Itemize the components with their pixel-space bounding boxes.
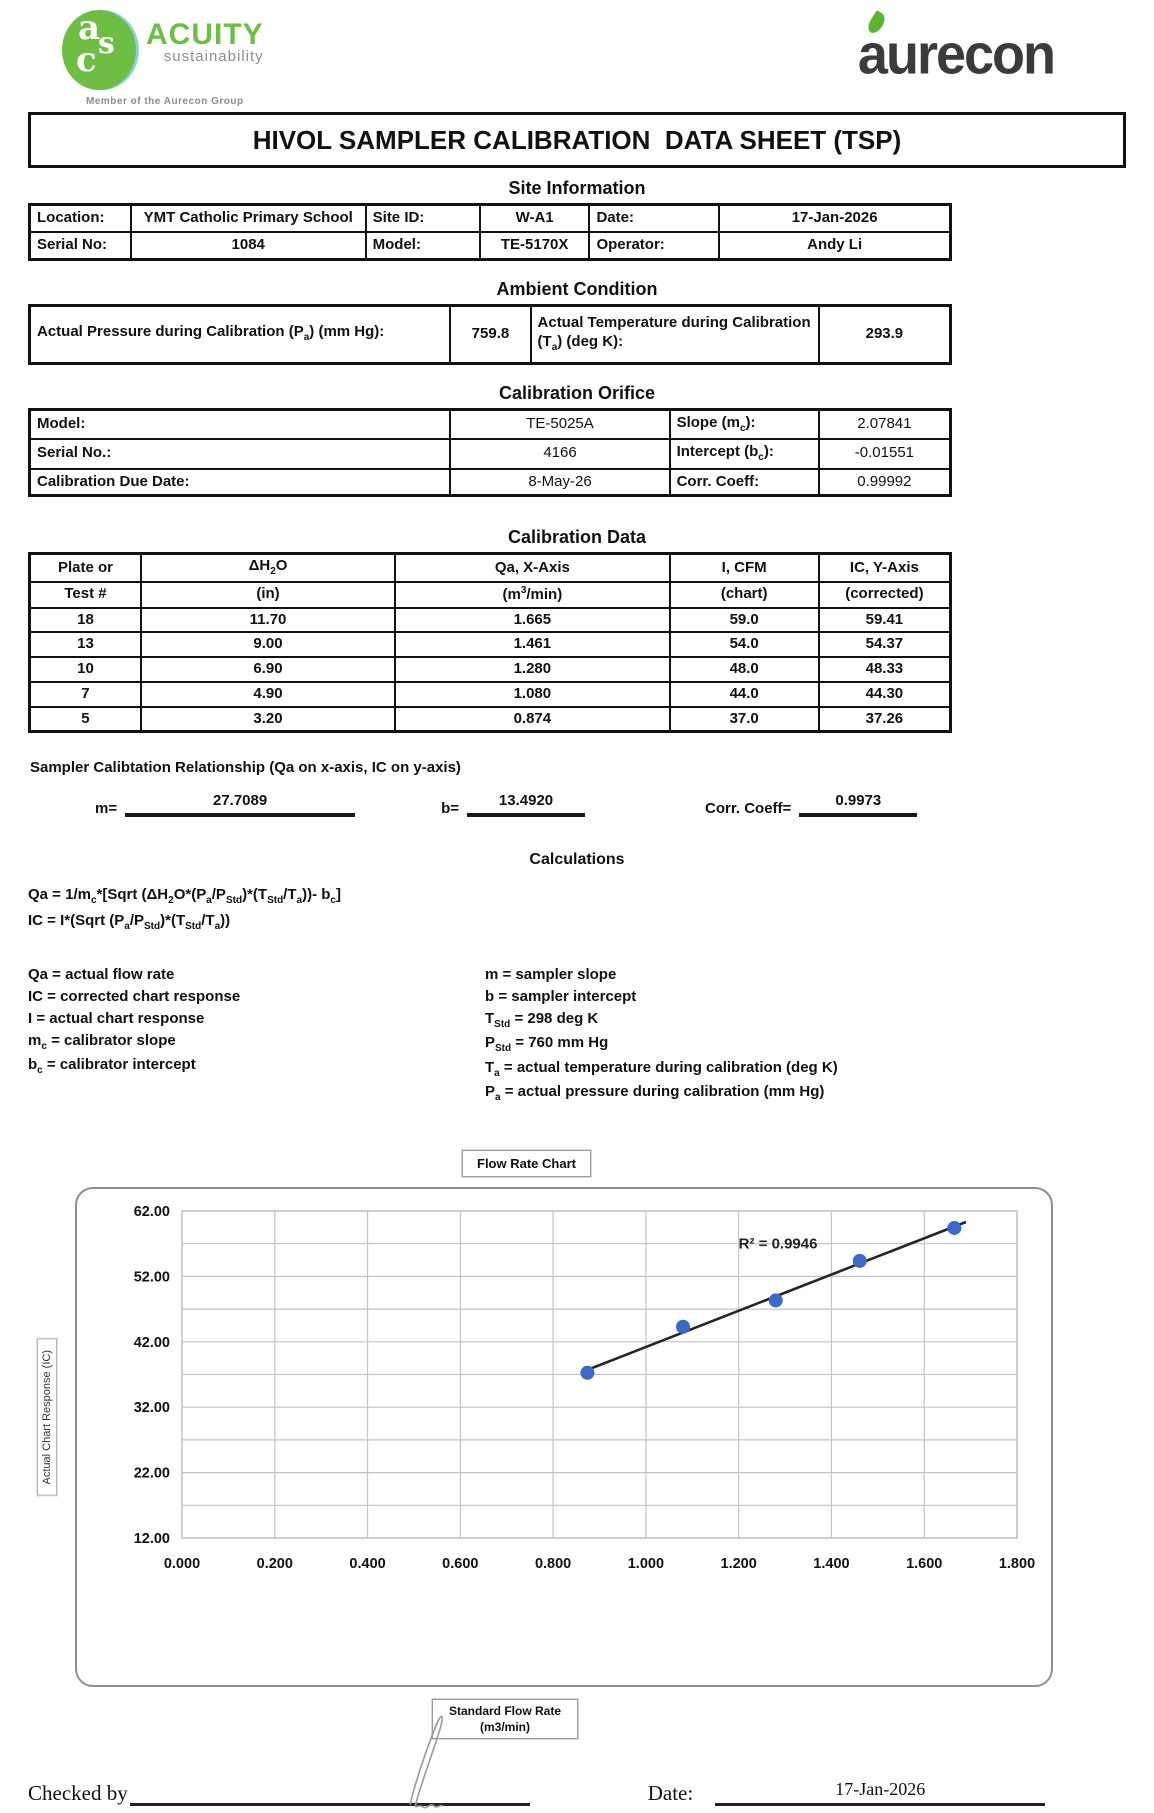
cell: 1.280	[395, 657, 669, 682]
orifice-serial-value: 4166	[450, 439, 669, 469]
definition: $T_{Std} = 298$ deg K	[485, 1009, 599, 1030]
orifice-model-value: TE-5025A	[450, 409, 669, 439]
table-row	[30, 632, 951, 657]
orifice-model-label: Model:	[30, 409, 451, 439]
cell: 0.874	[395, 707, 669, 732]
serial-no-value: 1084	[131, 232, 366, 259]
col-header: Qa, X-Axis	[395, 554, 669, 582]
definition: $P_a$ = actual pressure during calibration (mm Hg)	[485, 1083, 825, 1104]
header-row	[30, 554, 951, 582]
acuity-wordmark	[146, 10, 264, 65]
orifice-corr-coeff-value: 0.99992	[819, 469, 951, 496]
orifice-slope-value: 2.07841	[819, 409, 951, 439]
cell: 13	[30, 632, 141, 657]
footer-date-label: Date:	[647, 1781, 694, 1806]
definitions-right	[485, 964, 838, 1106]
cell: 9.00	[141, 632, 395, 657]
table-row	[30, 439, 951, 469]
svg-text:1.800: 1.800	[998, 1555, 1036, 1572]
acuity-monogram-icon: a s c	[62, 10, 136, 90]
definition: $b_c$ = calibrator intercept	[28, 1056, 196, 1076]
cell: 59.0	[670, 608, 819, 633]
cell: 59.41	[819, 608, 951, 633]
acuity-logo-top	[62, 10, 264, 90]
date-value: 17-Jan-2026	[719, 205, 950, 232]
cell: 3.20	[141, 707, 395, 732]
acuity-member-line: Member of the Aurecon Group	[86, 96, 244, 107]
definition: Qa = actual flow rate	[28, 966, 175, 984]
date-label: Date:	[589, 205, 719, 232]
table-row	[30, 409, 951, 439]
table-row	[30, 205, 951, 232]
acuity-tagline: sustainability	[163, 48, 264, 65]
col-subheader: (chart)	[670, 582, 819, 608]
svg-text:0.800: 0.800	[534, 1555, 572, 1572]
relationship-heading: Sampler Calibtation Relationship (Qa on x-axis, IC on y-axis)	[30, 759, 461, 777]
header-row	[30, 582, 951, 608]
model-value: TE-5170X	[480, 232, 590, 259]
definition: m = sampler slope	[485, 966, 617, 984]
temperature-value: 293.9	[819, 305, 951, 363]
calibration-orifice-table	[28, 408, 952, 498]
orifice-due-date-value: 8-May-26	[450, 469, 669, 496]
chart-title: Flow Rate Chart	[462, 1150, 591, 1177]
orifice-serial-label: Serial No.:	[30, 439, 451, 469]
table-row	[30, 305, 951, 363]
checked-by-label: Checked by	[28, 1781, 128, 1806]
cell: 7	[30, 682, 141, 707]
svg-text:1.600: 1.600	[906, 1555, 943, 1572]
svg-text:0.200: 0.200	[256, 1555, 293, 1572]
ambient-condition-heading: Ambient Condition	[496, 278, 658, 299]
svg-text:R² = 0.9946: R² = 0.9946	[738, 1235, 818, 1253]
svg-text:42.00: 42.00	[133, 1334, 170, 1351]
table-row	[30, 232, 951, 259]
table-row	[30, 682, 951, 707]
calibration-data-heading: Calibration Data	[507, 527, 647, 548]
site-id-value: W-A1	[480, 205, 590, 232]
col-subheader: $(m^3/\min)$	[395, 582, 669, 608]
calculations-heading: Calculations	[529, 851, 625, 869]
cell: 44.30	[819, 682, 951, 707]
cell: 6.90	[141, 657, 395, 682]
cell: 11.70	[141, 608, 395, 633]
table-row	[30, 469, 951, 496]
cell: 44.0	[670, 682, 819, 707]
acuity-logo	[62, 8, 264, 107]
location-label: Location:	[30, 205, 131, 232]
cell: 5	[30, 707, 141, 732]
footer	[28, 1779, 1126, 1806]
m-label: m=	[95, 800, 118, 818]
serial-no-label: Serial No:	[30, 232, 131, 259]
svg-text:1.400: 1.400	[813, 1555, 850, 1572]
m-value: 27.7089	[125, 792, 355, 817]
cell: 10	[30, 657, 141, 682]
definition: $P_{Std} = 760$ mm Hg	[485, 1034, 609, 1055]
site-information-heading: Site Information	[508, 178, 646, 198]
definition: b = sampler intercept	[485, 988, 637, 1005]
pressure-label: Actual Pressure during Calibration $(P_a)$ (mm Hg):	[30, 305, 451, 363]
orifice-intercept-value: -0.01551	[819, 439, 951, 469]
cell: 37.26	[819, 707, 951, 732]
site-id-label: Site ID:	[366, 205, 480, 232]
flow-rate-chart	[41, 1187, 1053, 1687]
col-header: I, CFM	[670, 554, 819, 582]
chart-x-axis-label-line1: Standard Flow Rate	[449, 1703, 562, 1718]
cell: 37.0	[670, 707, 819, 732]
signature	[370, 1713, 480, 1813]
aurecon-wordmark: aurecon	[857, 23, 1054, 87]
footer-date-value: 17-Jan-2026	[715, 1779, 1045, 1806]
site-information-table	[28, 203, 952, 261]
table-row	[30, 707, 951, 732]
definition: $m_c$ = calibrator slope	[28, 1031, 176, 1052]
b-label: b=	[441, 800, 460, 818]
cell: 1.665	[395, 608, 669, 633]
definitions	[28, 964, 1154, 1106]
svg-text:1.000: 1.000	[627, 1555, 665, 1572]
cell: 54.0	[670, 632, 819, 657]
definitions-left	[28, 964, 485, 1106]
calibration-data-table	[28, 552, 952, 733]
col-subheader: (corrected)	[819, 582, 951, 608]
acuity-name: ACUITY	[146, 18, 264, 51]
cell: 54.37	[819, 632, 951, 657]
flow-rate-chart-svg	[79, 1193, 1051, 1613]
definition: IC = corrected chart response	[28, 988, 241, 1005]
formulas	[28, 883, 1154, 934]
location-value: YMT Catholic Primary School	[131, 205, 366, 232]
cell: 48.33	[819, 657, 951, 682]
relationship-values	[95, 792, 1154, 817]
cell: 1.080	[395, 682, 669, 707]
col-header: Plate or	[30, 554, 141, 582]
cell: 4.90	[141, 682, 395, 707]
orifice-slope-label: Slope $(m_c)$:	[670, 409, 819, 439]
orifice-corr-coeff-label: Corr. Coeff:	[670, 469, 819, 496]
formula-qa: $Qa = 1/m_c*[Sqrt$ $(\Delta H_2O*(P_a/P_{Std})*(T_{Std}/T_a))-$ $b_c$]	[28, 886, 341, 907]
svg-text:0.000: 0.000	[163, 1555, 201, 1572]
definition: $T_a$ = actual temperature during calibration (deg K)	[485, 1058, 838, 1079]
svg-text:0.600: 0.600	[442, 1555, 479, 1572]
table-row	[30, 608, 951, 633]
cell: 1.461	[395, 632, 669, 657]
formula-ic: IC = I*(Sqrt $(P_a/P_{Std})*(T_{Std}/T_a)$)	[28, 911, 231, 932]
definition: I = actual chart response	[28, 1009, 205, 1027]
svg-text:22.00: 22.00	[133, 1465, 170, 1482]
temperature-label: Actual Temperature during Calibration $(T_a)$ (deg K):	[531, 305, 819, 363]
pressure-value: 759.8	[450, 305, 530, 363]
ambient-condition-table	[28, 304, 952, 365]
orifice-intercept-label: Intercept $(b_c)$:	[670, 439, 819, 469]
svg-text:62.00: 62.00	[133, 1203, 170, 1220]
page-title: HIVOL SAMPLER CALIBRATION DATA SHEET (TSP)	[28, 112, 1126, 168]
col-subheader: Test #	[30, 582, 141, 608]
svg-text:32.00: 32.00	[133, 1399, 170, 1416]
table-row	[30, 657, 951, 682]
b-value: 13.4920	[467, 792, 585, 817]
header	[0, 0, 1154, 107]
signature-line	[130, 1800, 530, 1806]
svg-text:52.00: 52.00	[133, 1269, 170, 1286]
svg-text:12.00: 12.00	[133, 1530, 170, 1547]
col-header: $\Delta H_2O$	[141, 554, 395, 582]
chart-y-axis-label: Actual Chart Response (IC)	[37, 1339, 57, 1496]
operator-label: Operator:	[589, 232, 719, 259]
orifice-due-date-label: Calibration Due Date:	[30, 469, 451, 496]
operator-value: Andy Li	[719, 232, 950, 259]
cell: 48.0	[670, 657, 819, 682]
svg-text:0.400: 0.400	[349, 1555, 386, 1572]
col-subheader: (in)	[141, 582, 395, 608]
col-header: IC, Y-Axis	[819, 554, 951, 582]
corr-coeff-value: 0.9973	[799, 792, 917, 817]
model-label: Model:	[366, 232, 480, 259]
corr-coeff-label: Corr. Coeff=	[705, 800, 792, 818]
cell: 18	[30, 608, 141, 633]
aurecon-logo	[858, 10, 1054, 100]
svg-text:1.200: 1.200	[720, 1555, 757, 1572]
calibration-orifice-heading: Calibration Orifice	[498, 382, 656, 403]
chart-x-axis-label-line2: (m3/min)	[480, 1719, 531, 1734]
